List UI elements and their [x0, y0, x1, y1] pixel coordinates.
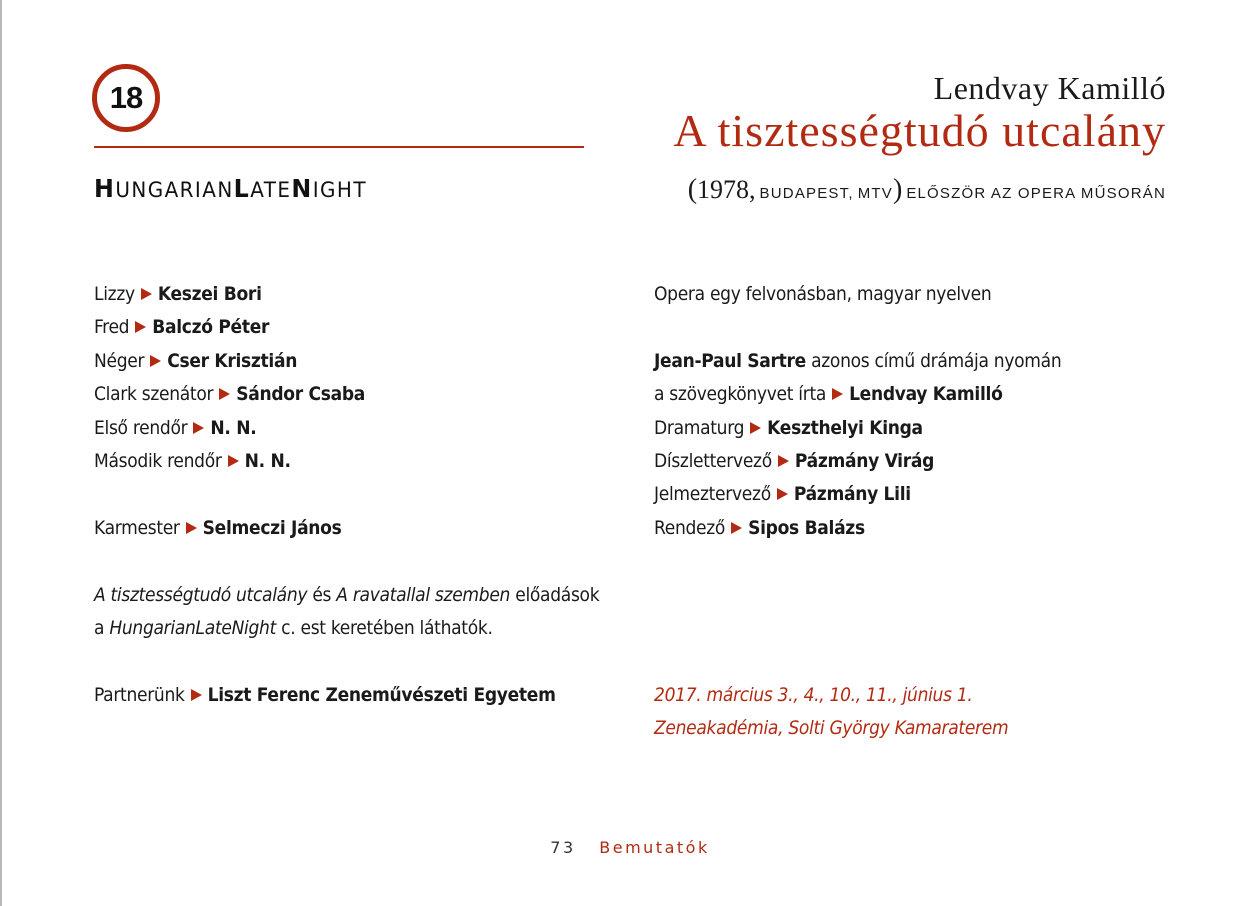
series-letter: N	[291, 174, 313, 203]
header-rule	[94, 146, 584, 148]
triangle-arrow-icon	[135, 321, 146, 333]
premiere-note: ELŐSZÖR AZ OPERA MŰSORÁN	[906, 185, 1166, 202]
note-title: A ravatallal szemben	[336, 583, 511, 606]
cast-row	[94, 412, 599, 445]
premiere-place: BUDAPEST,	[759, 185, 854, 202]
performer-name: Cser Krisztián	[167, 349, 298, 372]
composer-name: Lendvay Kamilló	[933, 70, 1166, 106]
triangle-arrow-icon	[219, 388, 230, 400]
series-part: ATE	[250, 178, 292, 202]
note-text: a	[94, 616, 110, 639]
series-part: IGHT	[312, 178, 367, 202]
series-letter: H	[94, 174, 116, 203]
source-text: azonos című drámája nyomán	[805, 349, 1062, 372]
triangle-arrow-icon	[731, 522, 742, 534]
credit-row	[654, 445, 1061, 478]
performer-name: Keszei Bori	[157, 283, 262, 305]
opera-title: A tisztességtudó utcalány	[673, 105, 1166, 156]
role-label: Első rendőr	[94, 416, 188, 439]
triangle-arrow-icon	[777, 488, 788, 500]
triangle-arrow-icon	[228, 455, 239, 467]
credit-row	[654, 512, 1061, 545]
role-label: Fred	[94, 316, 130, 339]
number-badge	[92, 64, 160, 132]
triangle-arrow-icon	[191, 689, 202, 701]
role-label: Második rendőr	[94, 449, 222, 472]
note-text: előadások	[510, 583, 600, 606]
credit-row	[654, 478, 1061, 511]
triangle-arrow-icon	[141, 288, 152, 300]
cast-row	[94, 445, 599, 478]
cast-row	[94, 311, 599, 344]
cast-column	[94, 278, 599, 712]
paren-close: )	[892, 174, 903, 205]
credits-column	[654, 278, 1061, 745]
premiere-broadcaster: MTV	[857, 185, 893, 202]
cast-row	[94, 278, 599, 311]
credit-row	[654, 412, 1061, 445]
role-label: Dramaturg	[654, 416, 745, 439]
cast-row	[94, 345, 599, 378]
triangle-arrow-icon	[186, 522, 197, 534]
premiere-year: 1978,	[697, 175, 756, 204]
series-logo	[94, 174, 367, 203]
performer-name: Sándor Csaba	[236, 383, 366, 406]
note-text: c. est keretében láthatók.	[276, 616, 493, 639]
note-line	[94, 612, 599, 645]
page-footer	[0, 838, 1260, 857]
performance-dates: 2017. március 3., 4., 10., 11., június 1.	[654, 683, 973, 706]
role-label: a szövegkönyvet írta	[654, 383, 827, 406]
triangle-arrow-icon	[778, 455, 789, 467]
triangle-arrow-icon	[150, 355, 161, 367]
conductor-row	[94, 512, 599, 545]
genre-line: Opera egy felvonásban, magyar nyelven	[654, 283, 992, 305]
note-series: HungarianLateNight	[109, 616, 276, 639]
badge-number: 18	[109, 80, 143, 115]
role-label: Néger	[94, 349, 145, 372]
librettist-name: Lendvay Kamilló	[849, 383, 1003, 406]
triangle-arrow-icon	[193, 422, 204, 434]
series-letter: L	[233, 174, 251, 203]
triangle-arrow-icon	[832, 388, 843, 400]
triangle-arrow-icon	[750, 422, 761, 434]
performer-name: Balczó Péter	[152, 316, 270, 339]
series-part: UNGARIAN	[115, 178, 234, 202]
role-label: Karmester	[94, 516, 180, 539]
page-number: 73	[550, 838, 576, 857]
crew-name: Sipos Balázs	[748, 516, 865, 539]
paren-open: (	[687, 174, 698, 205]
note-line	[94, 579, 599, 612]
crew-name: Pázmány Lili	[793, 483, 911, 506]
role-label: Jelmeztervező	[654, 483, 771, 506]
conductor-name: Selmeczi János	[202, 516, 342, 539]
crew-name: Pázmány Virág	[794, 449, 935, 472]
source-author: Jean-Paul Sartre	[654, 349, 806, 372]
role-label: Díszlettervező	[654, 449, 772, 472]
performance-venue: Zeneakadémia, Solti György Kamaraterem	[654, 717, 1009, 740]
credit-row	[654, 378, 1061, 411]
role-label: Lizzy	[94, 283, 135, 305]
source-line	[654, 345, 1061, 378]
performer-name: N. N.	[210, 416, 257, 439]
performer-name: N. N.	[244, 449, 291, 472]
section-name: Bemutatók	[599, 838, 710, 857]
role-label: Clark szenátor	[94, 383, 214, 406]
premiere-info	[688, 174, 1166, 206]
note-title: A tisztességtudó utcalány	[94, 583, 308, 606]
partner-row	[94, 679, 599, 712]
role-label: Partnerünk	[94, 683, 185, 706]
crew-name: Keszthelyi Kinga	[767, 416, 923, 439]
cast-row	[94, 378, 599, 411]
note-text: és	[307, 583, 337, 606]
partner-name: Liszt Ferenc Zeneművészeti Egyetem	[207, 683, 556, 706]
page-edge	[0, 0, 2, 906]
role-label: Rendező	[654, 516, 726, 539]
